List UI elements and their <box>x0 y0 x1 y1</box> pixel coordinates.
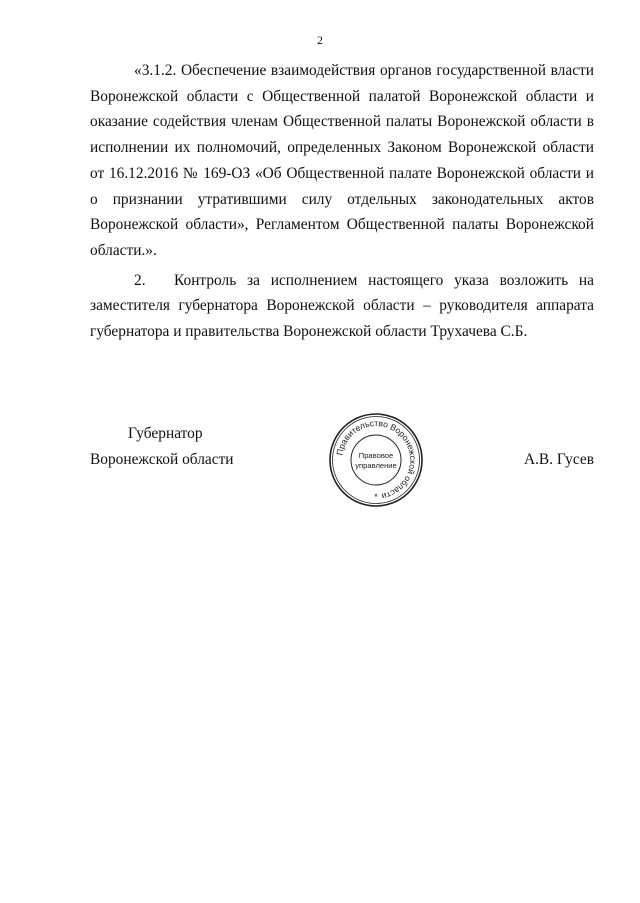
item-2-text: Контроль за исполнением настоящего указа возложить на заместителя губернатора Воронежской области – руководителя аппарата губернатора и правительства Воронежской области Трухачева С.Б. <box>90 271 594 341</box>
item-2-number: 2. <box>134 271 146 289</box>
official-stamp <box>327 411 425 509</box>
stamp-ring-text: Правительство Воронежской области <box>334 417 419 502</box>
signature-region: Воронежской области <box>90 451 234 468</box>
signature-name: А.В. Гусев <box>523 451 594 468</box>
page-number: 2 <box>317 33 323 47</box>
document-body <box>90 58 594 345</box>
item-2-paragraph <box>90 268 594 345</box>
stamp-center-line-2: управление <box>355 461 397 470</box>
clause-3-1-2-paragraph: «3.1.2. Обеспечение взаимодействия органов государственной власти Воронежской области с Общественной палатой Воронежской области и оказание содействия членам Общественной палаты Воронежской области в исполнении их полномочий, определенных Законом Воронежской области от 16.12.2016 № 169-ОЗ «Об Общественной палате Воронежской области и о признании утратившими силу отдельных законодательных актов Воронежской области», Регламентом Общественной палаты Воронежской области.». <box>90 62 594 259</box>
stamp-star: * <box>374 492 378 502</box>
stamp-seal-icon <box>327 411 425 509</box>
signature-title: Губернатор <box>128 425 203 442</box>
stamp-center-line-1: Правовое <box>358 451 394 460</box>
